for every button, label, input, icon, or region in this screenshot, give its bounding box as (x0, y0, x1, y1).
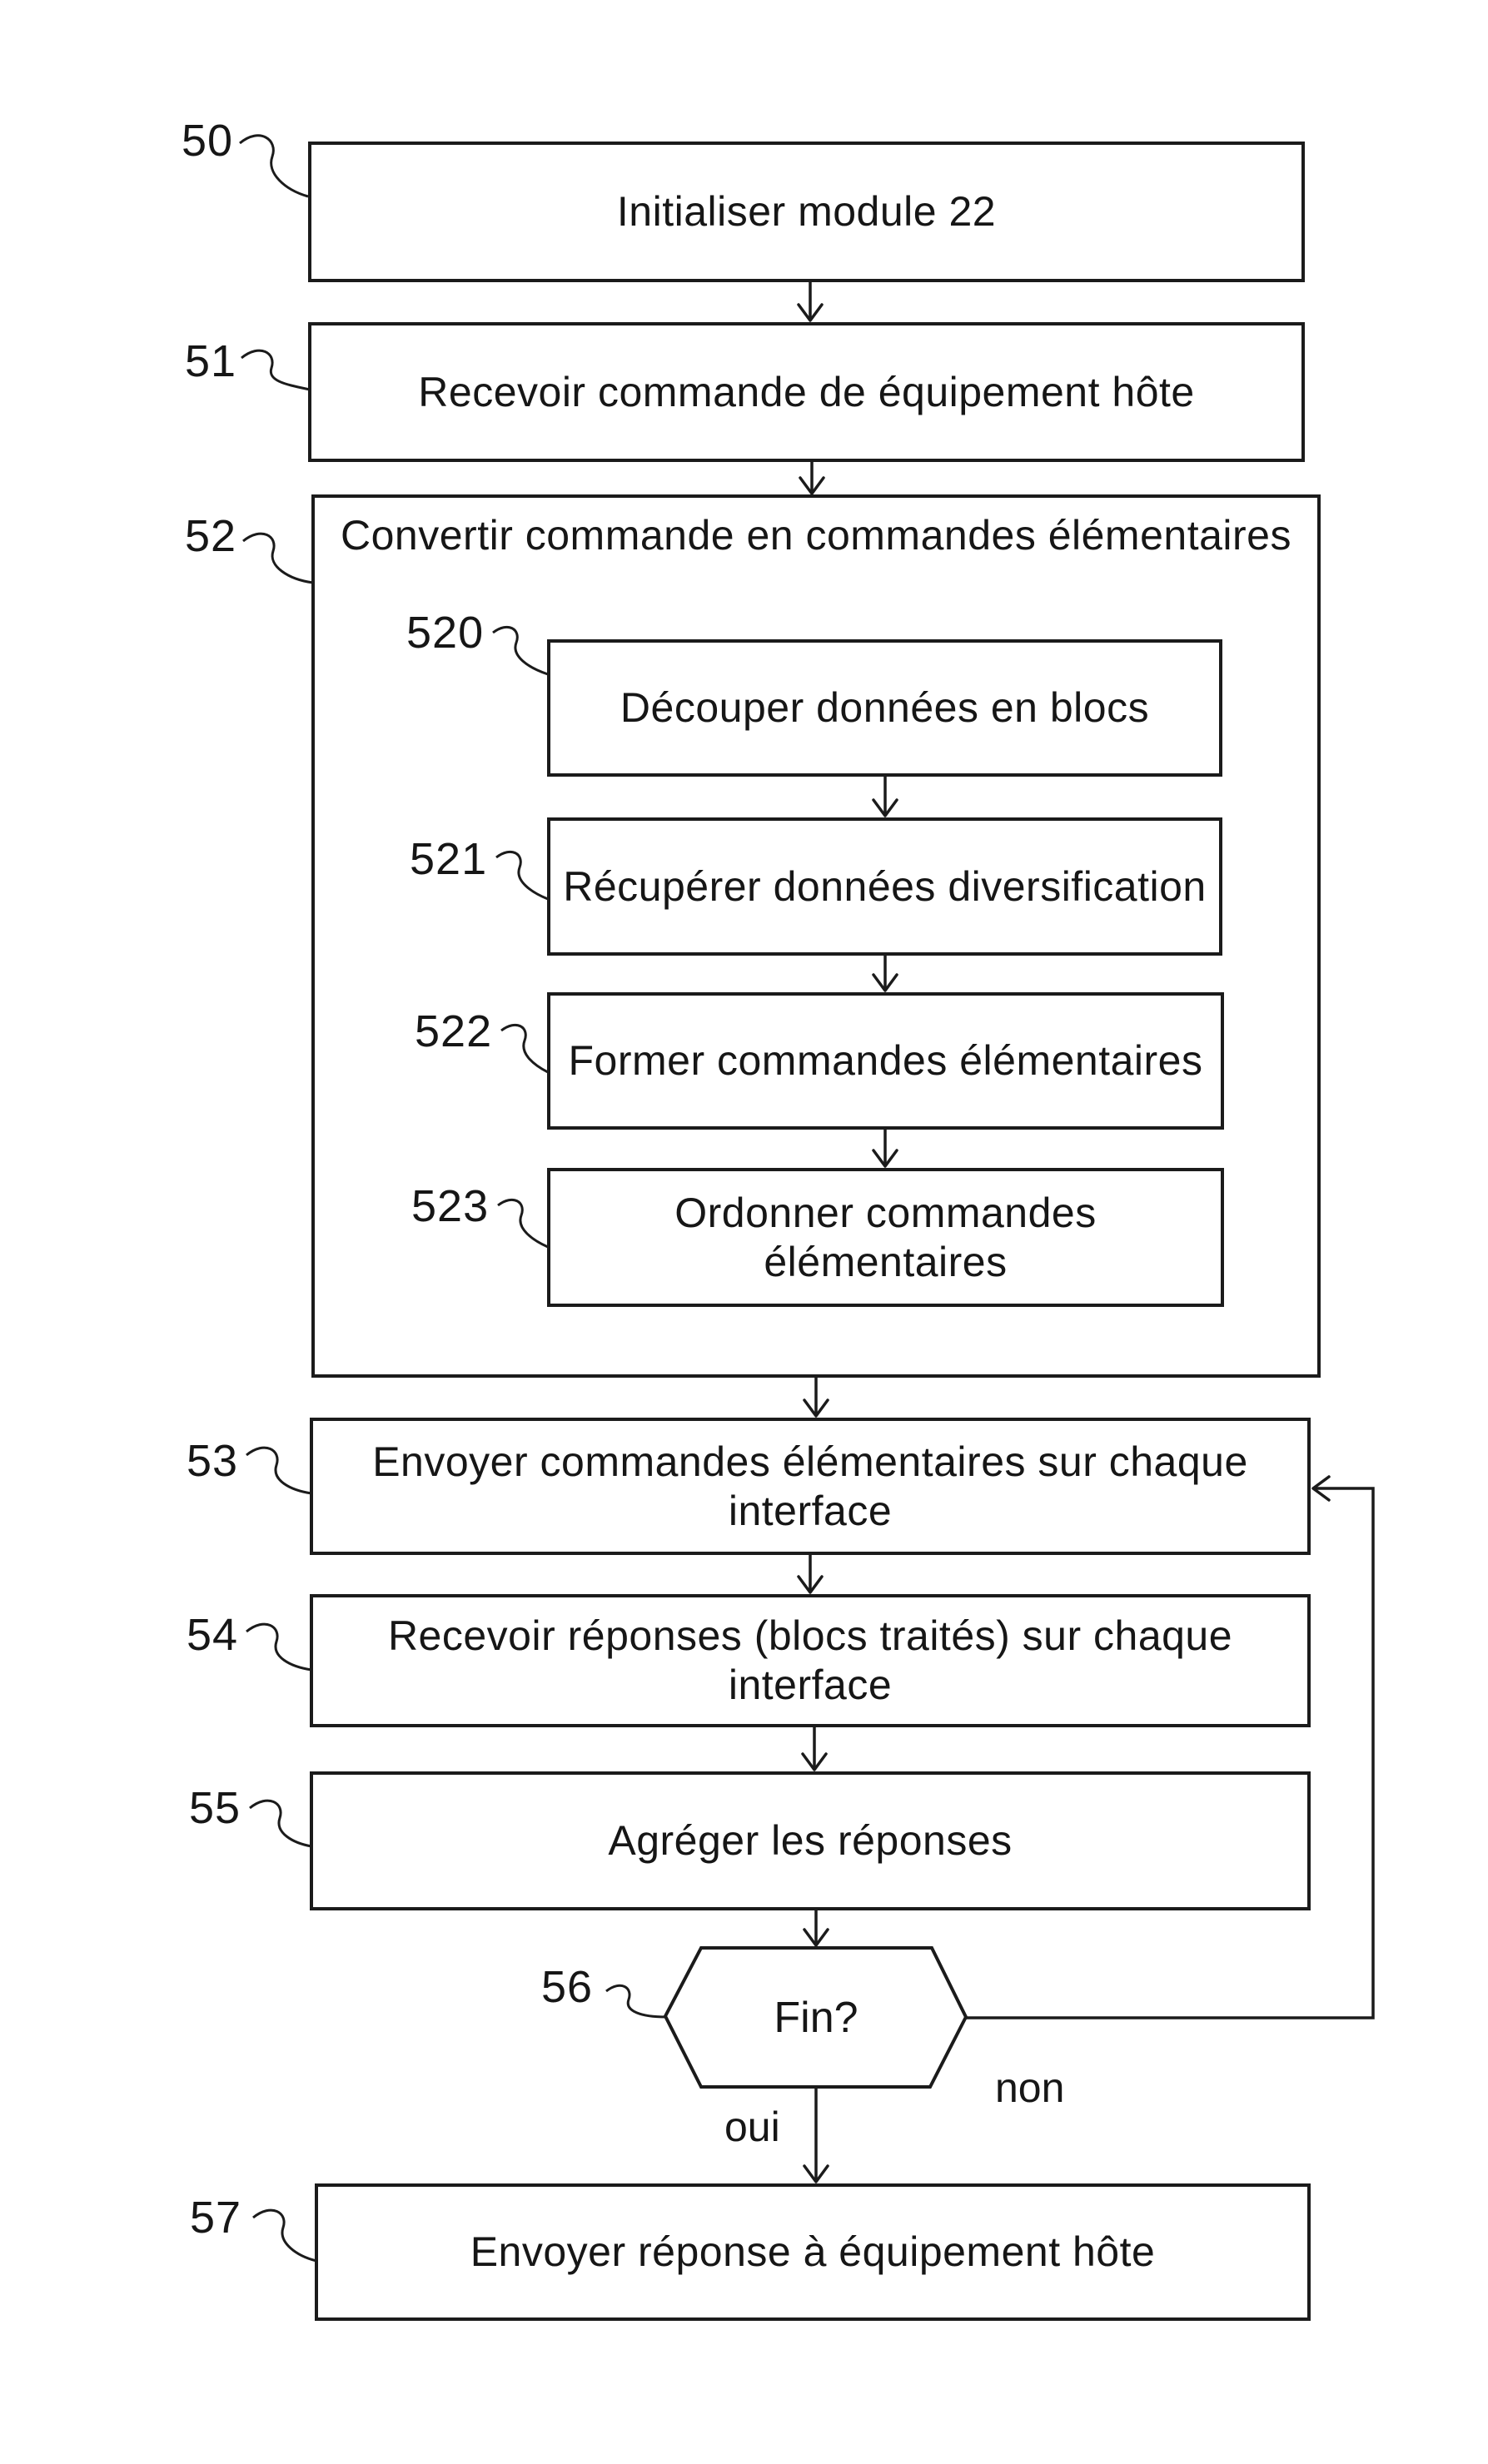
branch-label-oui: oui (724, 2104, 780, 2150)
step-text-53: Envoyer commandes élémentaires sur chaque interface (372, 1438, 1248, 1534)
step-box-51 (308, 322, 1305, 462)
step-text-54: Recevoir réponses (blocs traités) sur chaque interface (387, 1612, 1233, 1708)
leader-50 (240, 136, 308, 196)
step-text-523: Ordonner commandes élémentaires (674, 1189, 1097, 1285)
ref-label-53: 53 (187, 1436, 239, 1486)
ref-label-520: 520 (406, 608, 485, 658)
ref-label-57: 57 (190, 2193, 242, 2243)
ref-label-52: 52 (185, 511, 237, 561)
feedback-line-non (966, 1488, 1373, 2018)
step-text-52: Convertir commande en commandes élémentaires (341, 512, 1291, 559)
step-text-57: Envoyer réponse à équipement hôte (470, 2228, 1156, 2275)
ref-label-54: 54 (187, 1610, 239, 1660)
leader-51 (241, 350, 310, 390)
decision-text-56: Fin? (774, 1993, 858, 2042)
ref-label-56: 56 (541, 1962, 594, 2012)
step-box-50 (308, 142, 1305, 282)
ref-label-51: 51 (185, 336, 237, 386)
step-text-522: Former commandes élémentaires (568, 1037, 1203, 1084)
ref-label-523: 523 (411, 1181, 490, 1231)
ref-label-521: 521 (410, 834, 488, 884)
step-box-55 (310, 1771, 1311, 1910)
ref-label-50: 50 (182, 116, 234, 166)
leader-54 (246, 1624, 311, 1670)
step-box-521 (547, 817, 1222, 956)
ref-label-55: 55 (189, 1783, 241, 1833)
step-box-523 (547, 1168, 1224, 1307)
step-text-520: Découper données en blocs (620, 684, 1150, 731)
step-box-57 (315, 2183, 1311, 2321)
leader-56 (606, 1985, 666, 2017)
step-text-521: Récupérer données diversification (563, 862, 1207, 910)
step-box-522 (547, 992, 1224, 1130)
step-box-53 (310, 1418, 1311, 1555)
leader-55 (250, 1801, 311, 1846)
leader-53 (246, 1448, 311, 1493)
leader-57 (253, 2210, 316, 2261)
step-text-51: Recevoir commande de équipement hôte (418, 368, 1195, 415)
step-text-55: Agréger les réponses (608, 1817, 1013, 1864)
step-text-50: Initialiser module 22 (616, 188, 997, 235)
ref-label-522: 522 (415, 1006, 493, 1056)
step-box-54 (310, 1594, 1311, 1727)
branch-label-non: non (995, 2064, 1065, 2111)
step-box-520 (547, 639, 1222, 777)
leader-52 (243, 534, 313, 583)
